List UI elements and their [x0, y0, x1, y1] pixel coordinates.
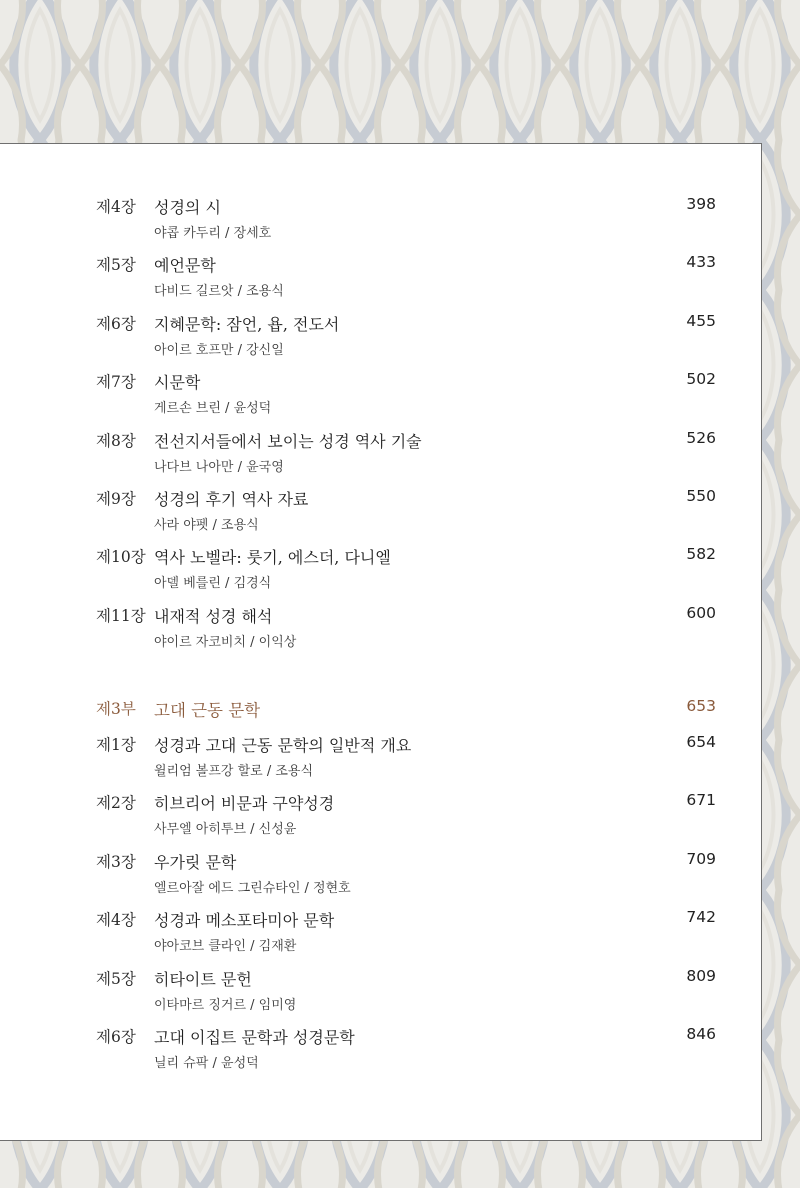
part-label: 제3부: [96, 700, 136, 718]
chapter-author: 나다브 나아만 / 윤국영: [154, 459, 284, 475]
chapter-title: 내재적 성경 해석: [154, 606, 273, 626]
chapter-author: 아이르 호프만 / 강신일: [154, 342, 284, 358]
page-number: 809: [686, 966, 716, 985]
chapter-label: 제6장: [96, 314, 136, 333]
chapter-author: 야콥 카두리 / 장세호: [154, 226, 272, 241]
page-number: 600: [686, 603, 716, 622]
page-number: 582: [686, 545, 716, 564]
toc-entry: [0, 253, 762, 311]
chapter-author: 다비드 길르앗 / 조용식: [154, 284, 284, 300]
chapter-title: 고대 이집트 문학과 성경문학: [154, 1028, 355, 1047]
toc-entry: [0, 429, 762, 487]
chapter-author: 아델 베를린 / 김경식: [154, 576, 272, 592]
chapter-title: 성경의 후기 역사 자료: [154, 490, 309, 509]
page-number: 502: [686, 370, 716, 389]
toc-entry: [0, 370, 762, 428]
chapter-author: 닐리 슈팍 / 윤성덕: [154, 1056, 259, 1071]
page-number: 846: [686, 1025, 716, 1043]
page-number: 398: [686, 195, 716, 213]
toc-entry: [0, 791, 762, 849]
part-title: 고대 근동 문학: [154, 701, 261, 720]
chapter-label: 제10장: [96, 548, 146, 567]
chapter-title: 성경과 메소포타미아 문학: [154, 911, 335, 931]
page-number: 433: [686, 253, 716, 272]
chapter-label: 제9장: [96, 490, 136, 508]
chapter-author: 사라 야펫 / 조용식: [154, 518, 259, 533]
chapter-label: 제11장: [96, 606, 146, 625]
chapter-label: 제7장: [96, 373, 136, 392]
page-number: 709: [686, 849, 716, 868]
page-number: 526: [686, 428, 716, 447]
chapter-label: 제4장: [96, 911, 136, 930]
chapter-label: 제5장: [96, 256, 136, 275]
toc-entry: [0, 733, 762, 791]
part3-heading: [0, 697, 762, 723]
toc-entry: [0, 1025, 762, 1083]
chapter-title: 역사 노벨라: 룻기, 에스더, 다니엘: [154, 548, 391, 568]
chapter-label: 제1장: [96, 736, 136, 754]
chapter-author: 윌리엄 볼프강 할로 / 조용식: [154, 764, 314, 779]
page-number: 742: [686, 908, 716, 927]
part-page-number: 653: [686, 697, 716, 715]
chapter-title: 전선지서들에서 보이는 성경 역사 기술: [154, 431, 422, 451]
chapter-label: 제5장: [96, 969, 136, 988]
toc-entry: [0, 487, 762, 545]
chapter-label: 제2장: [96, 794, 136, 813]
chapter-author: 게르손 브린 / 윤성덕: [154, 401, 272, 417]
chapter-author: 엘르아잘 에드 그린슈타인 / 정현호: [154, 880, 351, 896]
toc-entry: [0, 850, 762, 908]
toc-entry: [0, 908, 762, 966]
chapter-label: 제3장: [96, 852, 136, 871]
page-number: 455: [686, 311, 716, 330]
chapter-title: 성경의 시: [154, 198, 221, 217]
chapter-author: 이타마르 징거르 / 임미영: [154, 997, 297, 1013]
chapter-title: 히타이트 문헌: [154, 969, 252, 989]
page-number: 550: [686, 487, 716, 505]
chapter-author: 사무엘 아히투브 / 신성윤: [154, 822, 297, 838]
chapter-title: 예언문학: [154, 256, 216, 276]
chapter-title: 히브리어 비문과 구약성경: [154, 794, 335, 814]
chapter-author: 야아코브 클라인 / 김재환: [154, 939, 297, 955]
chapter-author: 야이르 자코비치 / 이익상: [154, 634, 297, 650]
toc-entry: [0, 195, 762, 253]
chapter-title: 우가릿 문학: [154, 852, 237, 872]
toc-entry: [0, 312, 762, 370]
toc-entry: [0, 604, 762, 662]
page-number: 654: [686, 733, 716, 751]
chapter-label: 제4장: [96, 198, 136, 216]
toc-entry: [0, 545, 762, 603]
chapter-label: 제8장: [96, 431, 136, 450]
page-number: 671: [686, 791, 716, 810]
chapter-label: 제6장: [96, 1028, 136, 1046]
chapter-title: 시문학: [154, 373, 201, 393]
toc-page: [0, 143, 762, 1141]
toc-entry: [0, 967, 762, 1025]
chapter-title: 지혜문학: 잠언, 욥, 전도서: [154, 314, 340, 334]
chapter-title: 성경과 고대 근동 문학의 일반적 개요: [154, 736, 412, 755]
